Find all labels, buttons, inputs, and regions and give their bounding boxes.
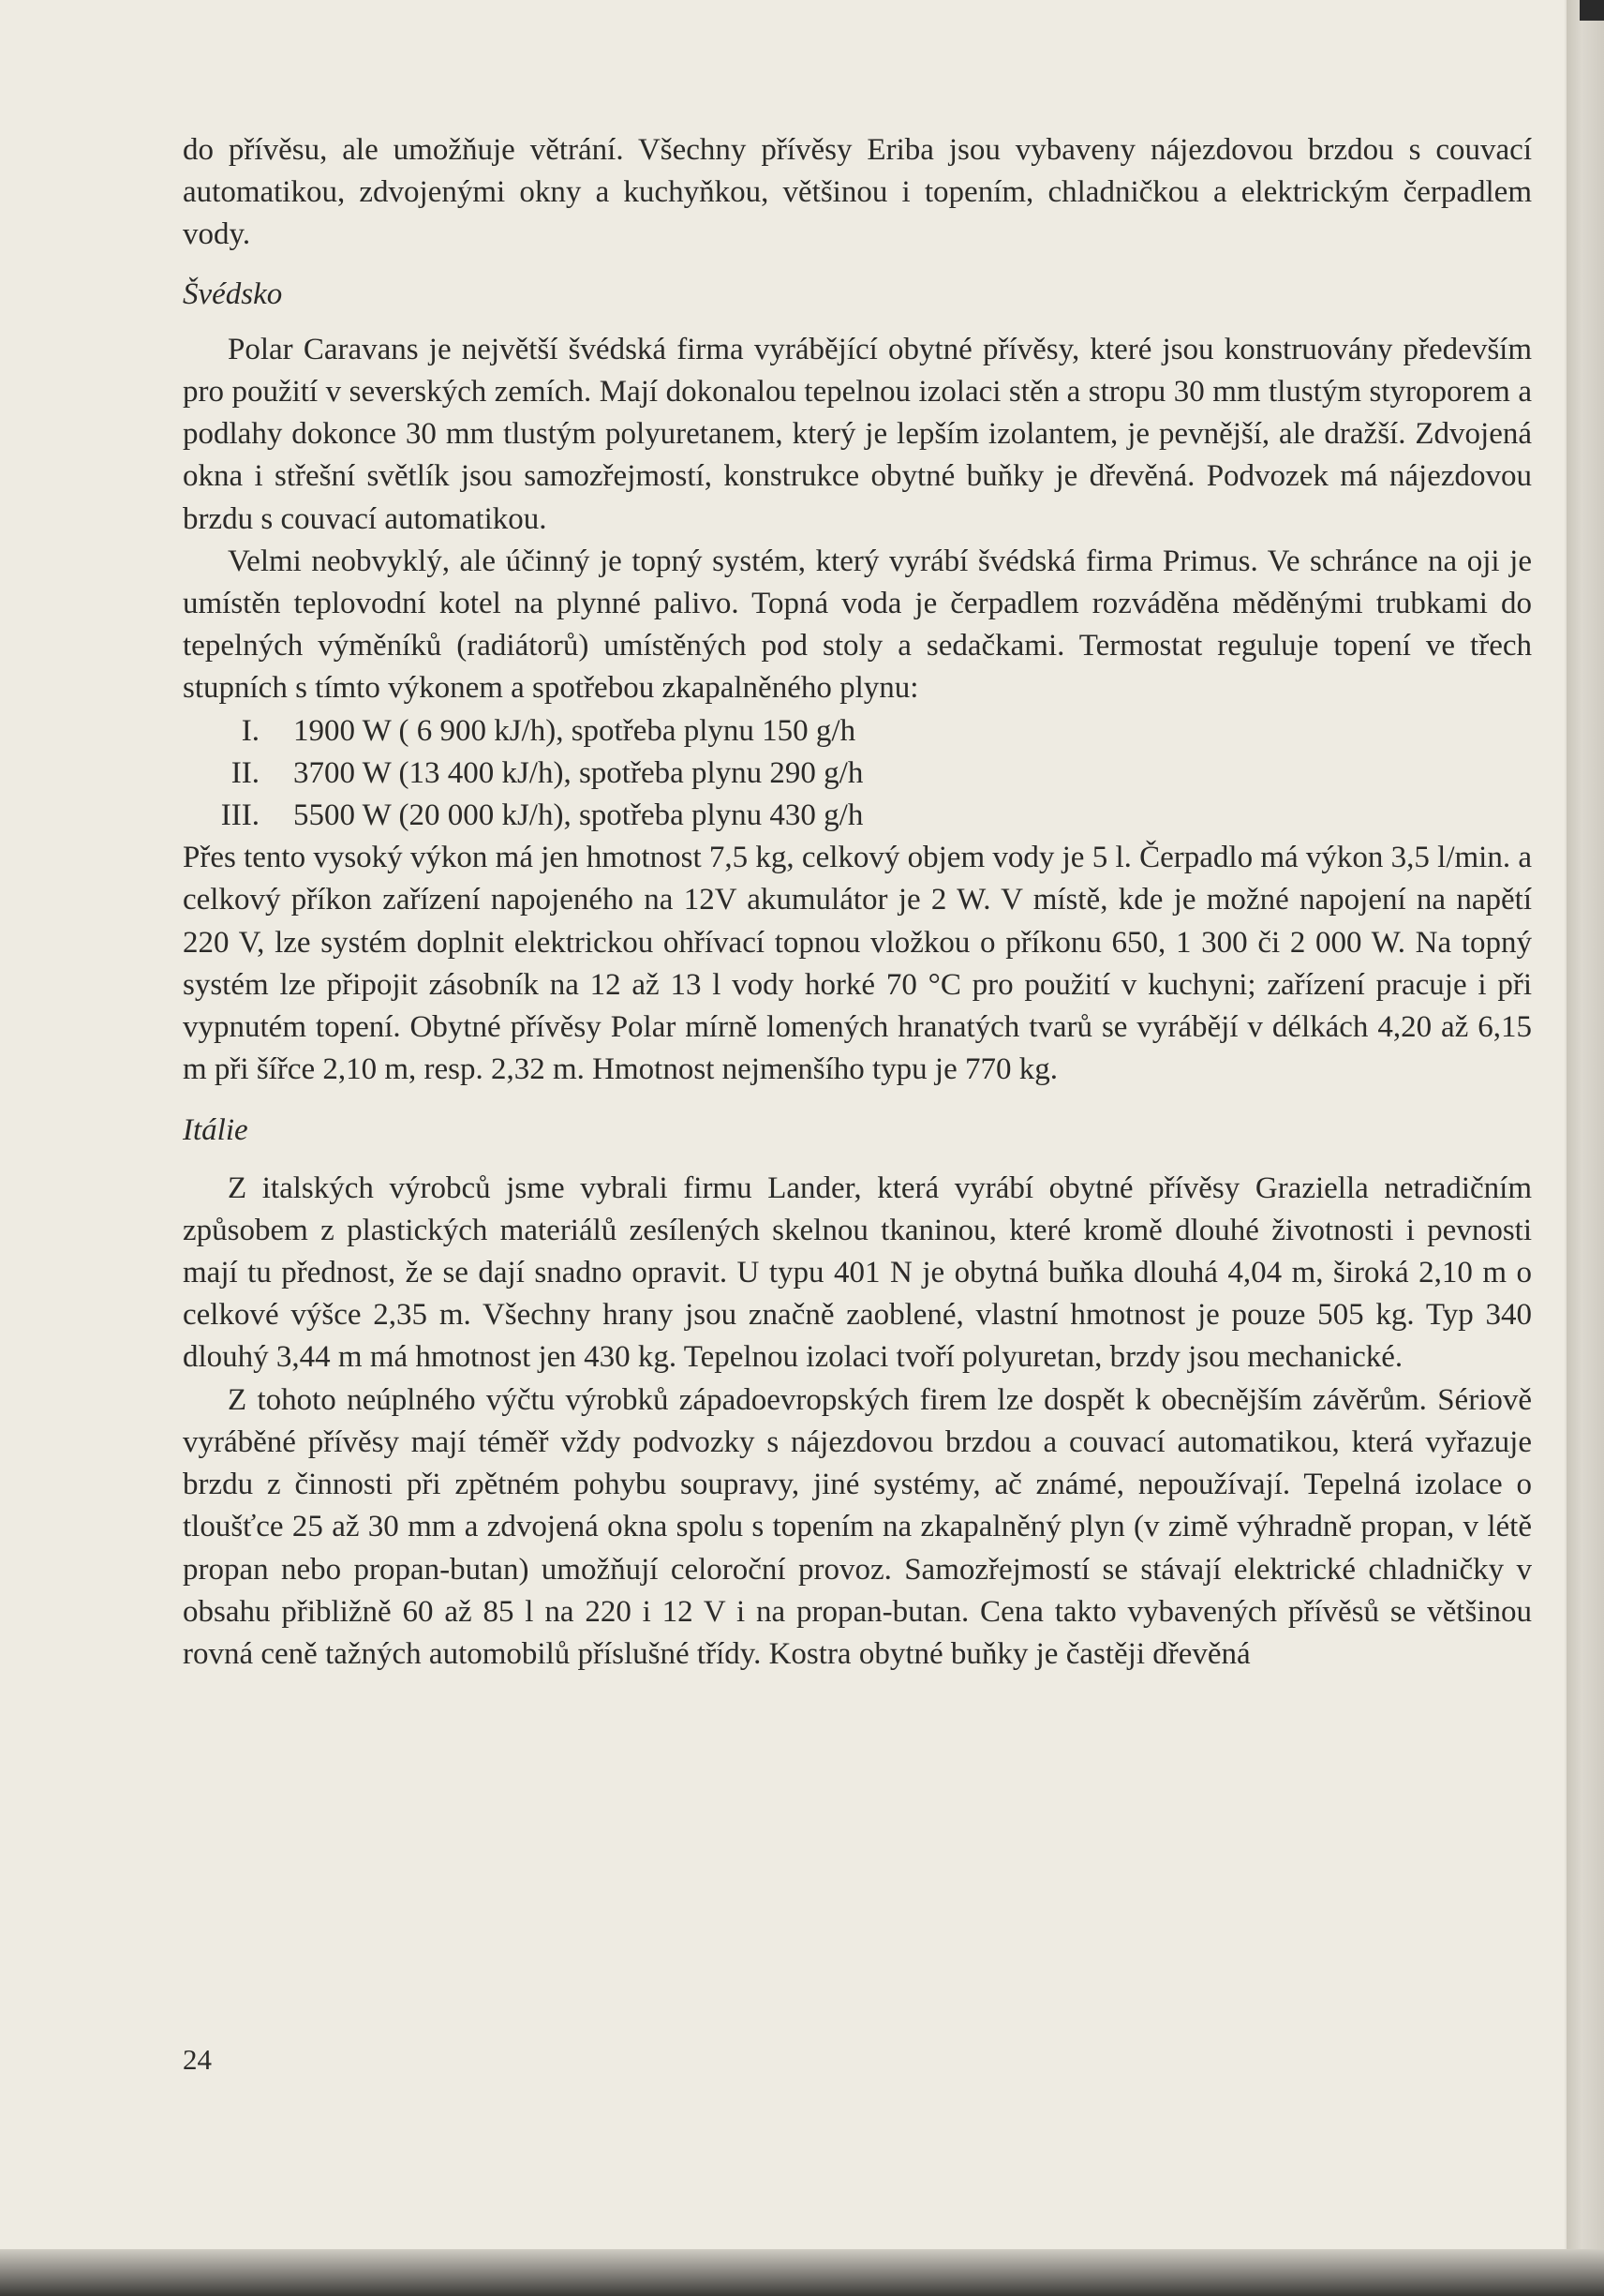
heating-level-row [183, 710, 1532, 753]
page-edge-bottom [0, 2249, 1604, 2296]
page-edge-right [1567, 0, 1604, 2296]
intro-paragraph: do přívěsu, ale umožňuje větrání. Všechny přívěsy Eriba jsou vybaveny nájezdovou brzdou s couvací automatikou, zdvojenými okny a kuchyňkou, většinou i topením, chladničkou a elektrickým čerpadlem vody. [183, 133, 1532, 252]
heating-level-number: III. [220, 798, 260, 833]
sweden-paragraph-3: Přes tento vysoký výkon má jen hmotnost 7,5 kg, celkový objem vody je 5 l. Čerpadlo má výkon 3,5 l/min. a celkový příkon zařízení napojeného na 12V akumulátor je 2 W. V místě, kde je možné napojení na napětí 220 V, lze systém doplnit elektrickou ohřívací topnou vložkou o příkonu 650, 1 300 či 2 000 W. Na topný systém lze připojit zásobník na 12 až 13 l vody horké 70 °C pro použití v kuchyni; zařízení pracuje i při vypnutém topení. Obytné přívěsy Polar mírně lomených hranatých tvarů se vyrábějí v délkách 4,20 až 6,15 m při šířce 2,10 m, resp. 2,32 m. Hmotnost nejmenšího typu je 770 kg. [183, 841, 1532, 1087]
heating-level-number: II. [230, 755, 260, 790]
heating-level-row [183, 753, 1532, 795]
sweden-paragraph-2: Velmi neobvyklý, ale účinný je topný systém, který vyrábí švédská firma Primus. Ve schránce na oji je umístěn teplovodní kotel na plynné palivo. Topná voda je čerpadlem rozváděna měděnými trubkami do tepelných výměníků (radiátorů) umístěných pod stoly a sedačkami. Termostat reguluje topení ve třech stupních s tímto výkonem a spotřebou zkapalněného plynu: [183, 544, 1532, 706]
section-heading-italy: Itálie [183, 1113, 248, 1148]
heating-level-spec: 1900 W ( 6 900 kJ/h), spotřeba plynu 150 g/h [293, 713, 856, 748]
heating-level-spec: 3700 W (13 400 kJ/h), spotřeba plynu 290 g/h [293, 755, 864, 790]
sweden-paragraph-1: Polar Caravans je největší švédská firma vyrábějící obytné přívěsy, které jsou konstruovány především pro použití v severských zemích. Mají dokonalou tepelnou izolaci stěn a stropu 30 mm tlustým styroporem a podlahy dokonce 30 mm tlustým polyuretanem, který je lepším izolantem, je pevnější, ale dražší. Zdvojená okna i střešní světlík jsou samozřejmostí, konstrukce obytné buňky je dřevěná. Podvozek má nájezdovou brzdu s couvací automatikou. [183, 332, 1532, 536]
heating-level-spec: 5500 W (20 000 kJ/h), spotřeba plynu 430 g/h [293, 798, 864, 833]
section-heading-sweden: Švédsko [183, 276, 283, 311]
heating-levels-list [183, 710, 1532, 838]
page-number: 24 [183, 2043, 212, 2076]
italy-paragraph-2: Z tohoto neúplného výčtu výrobků západoevropských firem lze dospět k obecnějším závěrům. Sériově vyráběné přívěsy mají téměř vždy podvozky s nájezdovou brzdou a couvací automatikou, která vyřazuje brzdu z činnosti při zpětném pohybu soupravy, jiné systémy, ač známé, nepoužívají. Tepelná izolace o tloušťce 25 až 30 mm a zdvojená okna spolu s topením na zkapalněný plyn (v zimě výhradně propan, v létě propan nebo propan-butan) umožňují celoroční provoz. Samozřejmostí se stávají elektrické chladničky v obsahu přibližně 60 až 85 l na 220 i 12 V i na propan-butan. Cena takto vybavených přívěsů se většinou rovná ceně tažných automobilů příslušné třídy. Kostra obytné buňky je častěji dřevěná [183, 1382, 1532, 1671]
heating-level-number: I. [241, 713, 260, 748]
heating-level-row [183, 795, 1532, 837]
page-text-block [183, 129, 1532, 1676]
scan-edge-mark [1580, 0, 1604, 21]
italy-paragraph-1: Z italských výrobců jsme vybrali firmu Lander, která vyrábí obytné přívěsy Graziella netradičním způsobem z plastických materiálů zesílených skelnou tkaninou, které kromě dlouhé životnosti i pevnosti mají tu přednost, že se dají snadno opravit. U typu 401 N je obytná buňka dlouhá 4,04 m, široká 2,10 m o celkové výšce 2,35 m. Všechny hrany jsou značně zaoblené, vlastní hmotnost je pouze 505 kg. Typ 340 dlouhý 3,44 m má hmotnost jen 430 kg. Tepelnou izolaci tvoří polyuretan, brzdy jsou mechanické. [183, 1170, 1532, 1375]
